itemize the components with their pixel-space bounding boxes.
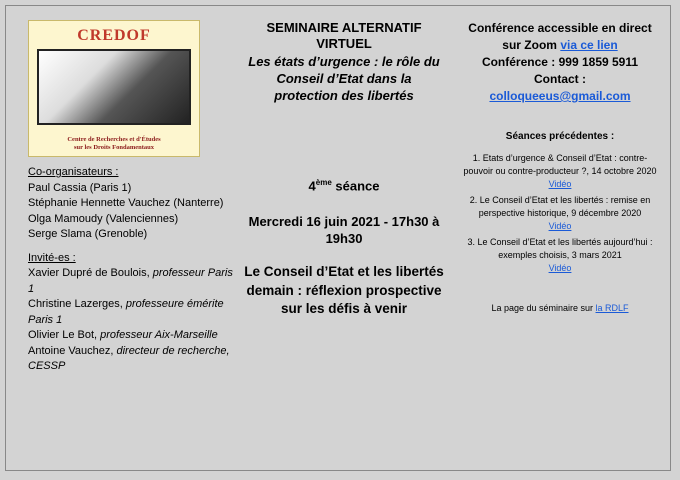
coorganiser: Stéphanie Hennette Vauchez (Nanterre) [28,197,224,209]
video-link[interactable]: Vidéo [548,263,572,273]
coorganiser: Paul Cassia (Paris 1) [28,181,132,194]
guest [28,328,238,344]
coorganisers-heading: Co-organisateurs : [28,166,119,178]
seminar-title: SEMINAIRE ALTERNATIF VIRTUEL [266,20,422,51]
guest-role: directeur de recherche, CESSP [28,344,230,372]
guest [28,266,238,297]
rdlf-link[interactable]: la RDLF [595,303,629,313]
previous-session-text: 2. Le Conseil d’Etat et les libertés : remise en perspective historique, 9 décembre 2020 [469,195,651,218]
contact-label: Contact : [534,72,586,86]
guest [28,344,238,375]
session-word: séance [331,178,380,194]
middle-column [244,20,444,319]
logo-subtitle: Centre de Recherches et d'Études sur les Droits Fondamentaux [67,136,161,151]
footer-text: La page du séminaire sur [491,303,596,313]
zoom-link[interactable]: via ce lien [560,38,618,52]
guests-heading: Invité-es : [28,251,76,264]
guest-role: professeur Paris 1 [28,267,233,295]
previous-sessions-list [460,152,660,275]
session-topic: Le Conseil d’Etat et les libertés demain : réflexion prospective sur les défis à venir [244,264,444,317]
logo-image [37,49,191,125]
credof-logo [28,20,200,157]
coorganiser: Olga Mamoudy (Valenciennes) [28,212,179,225]
previous-session [460,152,660,191]
contact-email-link[interactable]: colloqueeus@gmail.com [489,89,631,103]
guest-role: professeure émérite Paris 1 [28,298,224,326]
left-column [28,20,238,375]
previous-sessions-heading: Séances précédentes : [505,131,615,142]
guest-role: professeur Aix-Marseille [100,329,218,341]
guest-name: Christine Lazerges, [28,298,126,310]
coorganisers-block [28,165,238,243]
previous-session [460,236,660,275]
guest-name: Olivier Le Bot, [28,329,101,341]
right-column [460,20,660,313]
conference-id: Conférence : 999 1859 5911 [481,55,639,69]
session-sup: ème [315,178,332,187]
session-date: Mercredi 16 juin 2021 - 17h30 à 19h30 [248,214,440,247]
guest-name: Antoine Vauchez, [28,344,117,357]
guest [28,297,238,328]
previous-session-text: 3. Le Conseil d’Etat et les libertés aujourd’hui : exemples choisis, 3 mars 2021 [467,237,653,260]
seminar-page-footer [460,303,660,313]
guest-name: Xavier Dupré de Boulois, [28,267,153,279]
zoom-info [460,20,660,54]
video-link[interactable]: Vidéo [548,221,572,231]
previous-session-text: 1. Etats d’urgence & Conseil d’Etat : contre-pouvoir ou contre-producteur ?, 14 octobre 2020 [463,153,657,176]
video-link[interactable]: Vidéo [548,179,572,189]
previous-session [460,194,660,233]
session-num: 4 [308,178,316,194]
seminar-theme: Les états d’urgence : le rôle du Conseil d’Etat dans la protection des libertés [248,54,440,103]
logo-title: CREDOF [77,27,151,44]
session-number [244,178,444,193]
zoom-text: Conférence accessible en direct sur Zoom [468,21,652,52]
coorganiser: Serge Slama (Grenoble) [28,228,148,240]
guests-block [28,251,238,375]
